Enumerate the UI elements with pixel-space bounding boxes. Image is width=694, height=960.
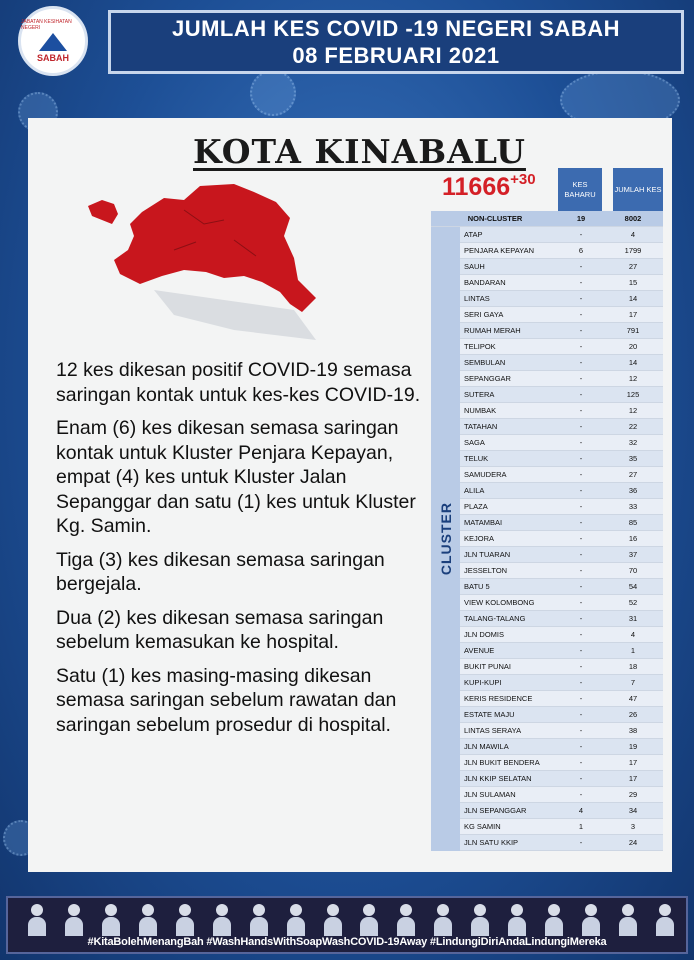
row-name: NON-CLUSTER: [467, 214, 523, 223]
cluster-row: [460, 723, 663, 739]
row-name: JLN SATU KKIP: [464, 838, 519, 847]
row-total: 70: [628, 566, 638, 575]
row-total: 52: [628, 598, 638, 607]
cluster-label: CLUSTER: [437, 502, 454, 576]
row-total: 34: [628, 806, 638, 815]
cluster-row: [460, 387, 663, 403]
row-new: -: [579, 598, 583, 607]
row-new: -: [579, 614, 583, 623]
person-icon: [358, 902, 380, 936]
row-new: -: [579, 262, 583, 271]
row-total: 26: [628, 710, 638, 719]
row-new: -: [579, 646, 583, 655]
row-total: 12: [628, 374, 638, 383]
row-total: 17: [628, 310, 638, 319]
row-name: BUKIT PUNAI: [464, 662, 511, 671]
row-total: 35: [628, 454, 638, 463]
row-name: JESSELTON: [464, 566, 508, 575]
cluster-row: [460, 275, 663, 291]
row-name: ESTATE MAJU: [464, 710, 515, 719]
row-name: TELIPOK: [464, 342, 496, 351]
row-new: -: [579, 326, 583, 335]
non-cluster-row: [431, 211, 663, 227]
cluster-row: [460, 227, 663, 243]
cluster-row: [460, 403, 663, 419]
description-paragraph: Enam (6) kes dikesan semasa saringan kontak untuk Kluster Penjara Kepayan, empat (4) kes untuk Kluster Jalan Sepanggar dan satu (1) kes untuk Kluster Kg. Samin.: [56, 417, 416, 537]
cluster-row: [460, 243, 663, 259]
district-map: [84, 180, 320, 340]
row-new: -: [579, 742, 583, 751]
row-new: 6: [578, 246, 584, 255]
row-total: 791: [626, 326, 640, 335]
row-name: ATAP: [464, 230, 483, 239]
person-icon: [322, 902, 344, 936]
row-name: LINTAS: [464, 294, 490, 303]
row-name: JLN BUKIT BENDERA: [464, 758, 540, 767]
row-name: RUMAH MERAH: [464, 326, 521, 335]
description-paragraph: Satu (1) kes masing-masing dikesan semasa saringan sebelum rawatan dan saringan sebelum prosedur di hospital.: [56, 664, 397, 736]
cluster-row: [460, 531, 663, 547]
row-total: 37: [628, 550, 638, 559]
cluster-row: [460, 419, 663, 435]
health-worker-figures: [26, 902, 676, 936]
header-date: 08 FEBRUARI 2021: [292, 43, 500, 68]
cluster-row: [460, 547, 663, 563]
row-total: 7: [630, 678, 636, 687]
total-cases-value: 11666: [442, 173, 511, 201]
row-total: 18: [628, 662, 638, 671]
row-new: -: [579, 726, 583, 735]
row-new: -: [579, 582, 583, 591]
row-total: 31: [628, 614, 638, 623]
row-name: PENJARA KEPAYAN: [464, 246, 535, 255]
person-icon: [137, 902, 159, 936]
row-new: -: [579, 390, 583, 399]
cluster-row: [460, 483, 663, 499]
row-new: 1: [578, 822, 584, 831]
person-icon: [248, 902, 270, 936]
row-new: -: [579, 790, 583, 799]
cluster-row: [460, 323, 663, 339]
cluster-row: [460, 691, 663, 707]
row-total: 4: [630, 630, 636, 639]
row-total: 14: [628, 358, 638, 367]
row-total: 20: [628, 342, 638, 351]
row-new: -: [579, 406, 583, 415]
cluster-row: [460, 435, 663, 451]
row-name: JLN SEPANGGAR: [464, 806, 527, 815]
cluster-row: [460, 291, 663, 307]
cluster-row: [460, 579, 663, 595]
row-name: NUMBAK: [464, 406, 497, 415]
row-new: -: [579, 678, 583, 687]
cluster-row: [460, 803, 663, 819]
row-new: 19: [576, 214, 586, 223]
row-new: -: [579, 422, 583, 431]
row-total: 32: [628, 438, 638, 447]
person-icon: [26, 902, 48, 936]
cluster-row: [460, 595, 663, 611]
person-icon: [395, 902, 417, 936]
row-name: SEPANGGAR: [464, 374, 511, 383]
row-name: TATAHAN: [464, 422, 498, 431]
row-name: JLN TUARAN: [464, 550, 511, 559]
row-name: SEMBULAN: [464, 358, 506, 367]
row-new: -: [579, 486, 583, 495]
person-icon: [100, 902, 122, 936]
row-total: 85: [628, 518, 638, 527]
cluster-row: [460, 819, 663, 835]
row-total: 19: [628, 742, 638, 751]
row-new: -: [579, 710, 583, 719]
cluster-rows: [460, 227, 663, 851]
cluster-row: [460, 659, 663, 675]
description-paragraph: 12 kes dikesan positif COVID-19 semasa saringan kontak untuk kes-kes COVID-19.: [56, 359, 421, 406]
column-header-total-cases: JUMLAH KES: [613, 168, 663, 212]
person-icon: [174, 902, 196, 936]
header-title: JUMLAH KES COVID -19 NEGERI SABAH: [171, 16, 620, 41]
row-name: JLN MAWILA: [464, 742, 509, 751]
row-name: BATU 5: [464, 582, 490, 591]
cluster-row: [460, 739, 663, 755]
row-new: -: [579, 502, 583, 511]
row-total: 24: [628, 838, 638, 847]
row-new: -: [579, 342, 583, 351]
row-new: -: [579, 694, 583, 703]
row-name: SAGA: [464, 438, 485, 447]
row-total: 38: [628, 726, 638, 735]
row-name: MATAMBAI: [464, 518, 503, 527]
footer-banner: [6, 896, 688, 954]
row-total: 3: [630, 822, 636, 831]
person-icon: [469, 902, 491, 936]
cluster-row: [460, 467, 663, 483]
cluster-row: [460, 339, 663, 355]
virus-decoration: [250, 70, 296, 116]
row-total: 16: [628, 534, 638, 543]
cluster-row: [460, 787, 663, 803]
row-total: 1: [630, 646, 636, 655]
cluster-table: [431, 211, 663, 851]
sabah-health-logo: [18, 6, 88, 76]
person-icon: [63, 902, 85, 936]
row-total: 27: [628, 470, 638, 479]
row-name: PLAZA: [464, 502, 488, 511]
cluster-row: [460, 611, 663, 627]
cluster-row: [460, 755, 663, 771]
person-icon: [617, 902, 639, 936]
row-new: -: [579, 566, 583, 575]
row-name: KUPI-KUPI: [464, 678, 502, 687]
row-name: ALILA: [464, 486, 485, 495]
cluster-row: [460, 643, 663, 659]
person-icon: [211, 902, 233, 936]
row-new: -: [579, 454, 583, 463]
row-name: JLN DOMIS: [464, 630, 505, 639]
row-name: JLN KKIP SELATAN: [464, 774, 532, 783]
person-icon: [543, 902, 565, 936]
row-total: 1799: [624, 246, 642, 255]
row-new: -: [579, 294, 583, 303]
row-name: SUTERA: [464, 390, 495, 399]
cluster-row: [460, 707, 663, 723]
cluster-row: [460, 627, 663, 643]
row-total: 22: [628, 422, 638, 431]
logo-name: SABAH: [36, 53, 69, 63]
row-new: -: [579, 550, 583, 559]
row-name: SAMUDERA: [464, 470, 507, 479]
cluster-row: [460, 451, 663, 467]
row-total: 12: [628, 406, 638, 415]
row-new: -: [579, 662, 583, 671]
cluster-row: [460, 771, 663, 787]
row-new: -: [579, 630, 583, 639]
case-description: [56, 358, 436, 746]
row-new: -: [579, 358, 583, 367]
footer-hashtags: #KitaBolehMenangBah #WashHandsWithSoapWashCOVID-19Away #LindungiDiriAndaLindungiMereka: [87, 936, 607, 948]
row-total: 33: [628, 502, 638, 511]
row-total: 15: [628, 278, 638, 287]
mountain-icon: [39, 33, 67, 51]
row-name: KG SAMIN: [464, 822, 501, 831]
row-new: -: [579, 438, 583, 447]
cluster-side-label: [431, 227, 460, 851]
district-panel: [28, 118, 672, 872]
row-new: -: [579, 310, 583, 319]
row-new: -: [579, 230, 583, 239]
row-new: -: [579, 758, 583, 767]
row-total: 8002: [624, 214, 642, 223]
row-new: -: [579, 518, 583, 527]
column-header-new-cases: KES BAHARU: [558, 168, 602, 212]
total-cases-new: +30: [510, 171, 536, 188]
row-name: AVENUE: [464, 646, 495, 655]
row-name: VIEW KOLOMBONG: [464, 598, 535, 607]
person-icon: [285, 902, 307, 936]
row-name: BANDARAN: [464, 278, 506, 287]
person-icon: [432, 902, 454, 936]
row-new: -: [579, 374, 583, 383]
cluster-row: [460, 371, 663, 387]
row-name: TELUK: [464, 454, 489, 463]
row-name: KEJORA: [464, 534, 495, 543]
person-icon: [506, 902, 528, 936]
description-paragraph: Dua (2) kes dikesan semasa saringan sebelum kemasukan ke hospital.: [56, 606, 384, 653]
row-total: 17: [628, 758, 638, 767]
cluster-row: [460, 499, 663, 515]
row-name: LINTAS SERAYA: [464, 726, 522, 735]
row-total: 125: [626, 390, 640, 399]
row-name: KERIS RESIDENCE: [464, 694, 533, 703]
cluster-row: [460, 259, 663, 275]
total-cases: [442, 173, 558, 209]
cluster-row: [460, 563, 663, 579]
row-new: -: [579, 534, 583, 543]
row-name: SERI GAYA: [464, 310, 504, 319]
person-icon: [580, 902, 602, 936]
header-banner: [108, 10, 684, 74]
row-total: 29: [628, 790, 638, 799]
row-total: 27: [628, 262, 638, 271]
row-name: TALANG-TALANG: [464, 614, 526, 623]
cluster-row: [460, 307, 663, 323]
logo-small-text: JABATAN KESIHATAN NEGERI: [21, 19, 72, 31]
row-new: -: [579, 278, 583, 287]
row-name: SAUH: [464, 262, 485, 271]
person-icon: [654, 902, 676, 936]
row-new: 4: [578, 806, 584, 815]
district-title: KOTA KINABALU: [193, 132, 526, 171]
description-paragraph: Tiga (3) kes dikesan semasa saringan bergejala.: [56, 548, 385, 595]
row-name: JLN SULAMAN: [464, 790, 516, 799]
row-new: -: [579, 470, 583, 479]
cluster-row: [460, 355, 663, 371]
cluster-row: [460, 835, 663, 851]
cluster-row: [460, 515, 663, 531]
cluster-row: [460, 675, 663, 691]
row-total: 4: [630, 230, 636, 239]
row-new: -: [579, 838, 583, 847]
row-total: 14: [628, 294, 638, 303]
row-total: 36: [628, 486, 638, 495]
row-total: 54: [628, 582, 638, 591]
row-total: 17: [628, 774, 638, 783]
row-total: 47: [628, 694, 638, 703]
row-new: -: [579, 774, 583, 783]
